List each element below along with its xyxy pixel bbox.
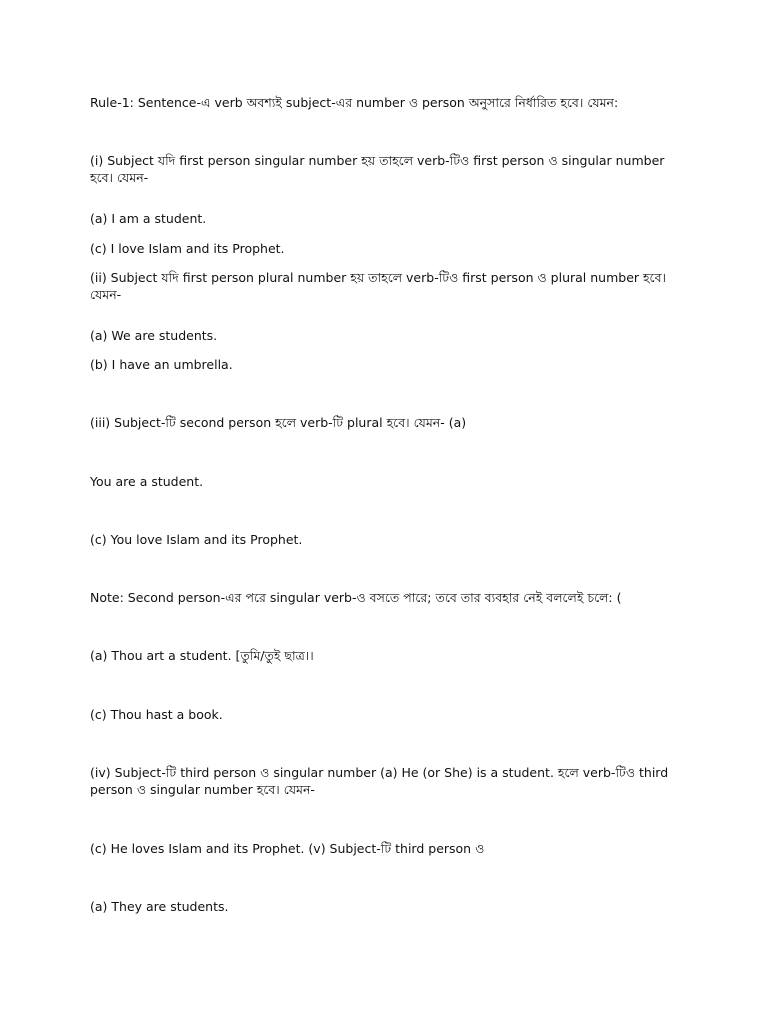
- example-i-a: (a) I am a student.: [90, 211, 207, 226]
- example-ii-b: (b) I have an umbrella.: [90, 357, 233, 372]
- rule-i-statement: (i) Subject যদি first person singular number হয় তাহলে verb-টিও first person ও singular number হবে। যেমন-: [90, 153, 665, 185]
- example-i-c: (c) I love Islam and its Prophet.: [90, 241, 285, 256]
- example-iv-c-and-rule-v: (c) He loves Islam and its Prophet. (v) Subject-টি third person ও: [90, 841, 485, 856]
- example-iii-c: (c) You love Islam and its Prophet.: [90, 532, 303, 547]
- example-note-a: (a) Thou art a student. [তুমি/তুই ছাত্র।।: [90, 648, 314, 663]
- rule-iii-statement: (iii) Subject-টি second person হলে verb-টি plural হবে। যেমন- (a): [90, 415, 467, 430]
- example-note-c: (c) Thou hast a book.: [90, 707, 223, 722]
- rule-iv-statement: (iv) Subject-টি third person ও singular number (a) He (or She) is a student. হলে verb-টিও third person ও singular number হবে। যেমন-: [90, 765, 669, 797]
- rule-1-heading: Rule-1: Sentence-এ verb অবশ্যই subject-এর number ও person অনুসারে নির্ধারিত হবে। যেমন:: [90, 95, 619, 110]
- example-ii-a: (a) We are students.: [90, 328, 218, 343]
- rule-ii-statement: (ii) Subject যদি first person plural number হয় তাহলে verb-টিও first person ও plural number হবে। যেমন-: [90, 270, 667, 302]
- note-statement: Note: Second person-এর পরে singular verb-ও বসতে পারে; তবে তার ব্যবহার নেই বললেই চলে: (: [90, 590, 622, 605]
- example-v-a: (a) They are students.: [90, 899, 229, 914]
- example-iii-a: You are a student.: [90, 474, 204, 489]
